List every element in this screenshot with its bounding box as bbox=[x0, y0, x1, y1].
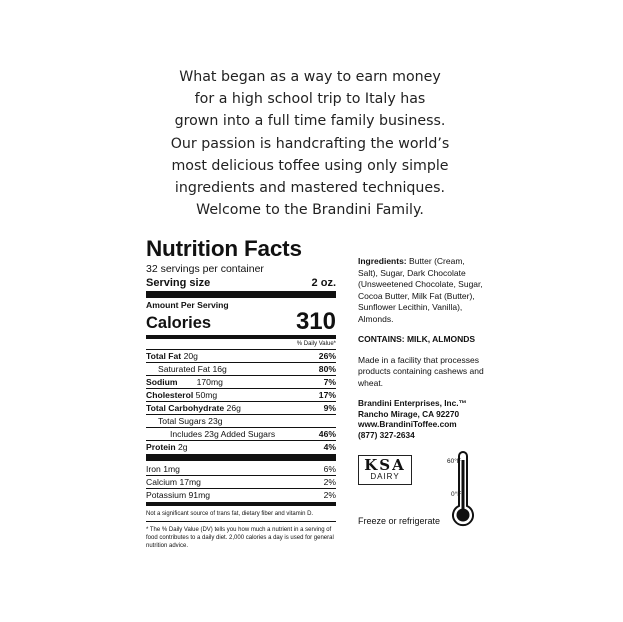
mineral-dv: 2% bbox=[323, 477, 336, 487]
thermometer-high-label: 60°F bbox=[447, 458, 461, 465]
mineral-dv: 2% bbox=[323, 490, 336, 500]
nutrient-label: Sodium bbox=[146, 377, 178, 387]
ingredients-text: Butter (Cream, Salt), Sugar, Dark Chocolate (Unsweetened Chocolate, Sugar, Cocoa Butter, Milk Fat (Butter), Sunflower Lecithin, Vanilla), Almonds. bbox=[358, 256, 483, 324]
nutrient-amount: 50mg bbox=[195, 390, 218, 400]
nutrient-dv: 80% bbox=[318, 364, 336, 374]
storage-instruction: Freeze or refrigerate bbox=[358, 516, 441, 526]
facility-statement: Made in a facility that processes products containing cashews and wheat. bbox=[358, 354, 484, 388]
servings-per-container: 32 servings per container bbox=[146, 263, 264, 275]
mineral-amount: 91mg bbox=[188, 490, 211, 500]
nutrient-dv: 17% bbox=[318, 390, 336, 400]
intro-line: for a high school trip to Italy has bbox=[194, 91, 426, 108]
nutrient-label: Protein bbox=[146, 442, 176, 452]
nutrient-row-total-sugars bbox=[146, 415, 336, 427]
nutrient-row-sodium bbox=[146, 376, 336, 388]
nutrient-label: Includes 23g Added Sugars bbox=[170, 429, 276, 439]
mineral-row-potassium bbox=[146, 489, 336, 501]
divider-medium bbox=[146, 502, 336, 506]
kosher-logo-dairy: DAIRY bbox=[370, 472, 400, 481]
mineral-row-calcium bbox=[146, 476, 336, 488]
nutrition-title: Nutrition Facts bbox=[146, 236, 302, 261]
nutrient-row-saturated-fat bbox=[146, 363, 336, 375]
intro-line: grown into a full time family business. bbox=[174, 113, 446, 130]
mineral-label: Iron bbox=[146, 464, 161, 474]
divider-line bbox=[146, 521, 336, 522]
mineral-label: Calcium bbox=[146, 477, 178, 487]
serving-size-value: 2 oz. bbox=[311, 277, 336, 289]
calories-row bbox=[146, 310, 336, 334]
nutrient-dv: 4% bbox=[323, 442, 336, 452]
ingredients-label: Ingredients: bbox=[358, 256, 407, 266]
mineral-dv: 6% bbox=[323, 464, 336, 474]
divider-thick bbox=[146, 291, 336, 298]
allergen-statement: CONTAINS: MILK, ALMONDS bbox=[358, 334, 476, 344]
intro-line: What began as a way to earn money bbox=[179, 69, 441, 85]
nutrient-row-added-sugars bbox=[146, 428, 336, 440]
nutrient-amount: 16g bbox=[212, 364, 227, 374]
nutrient-row-total-fat bbox=[146, 350, 336, 362]
mineral-amount: 1mg bbox=[163, 464, 180, 474]
divider-thick bbox=[146, 454, 336, 461]
mineral-amount: 17mg bbox=[179, 477, 201, 487]
mineral-label: Potassium bbox=[146, 490, 187, 500]
serving-size-row bbox=[146, 276, 336, 290]
intro-line: ingredients and mastered techniques. bbox=[174, 180, 446, 197]
company-city: Rancho Mirage, CA 92270 bbox=[358, 408, 460, 419]
nutrient-label: Cholesterol bbox=[146, 390, 194, 400]
ingredients-block bbox=[358, 256, 484, 325]
nutrient-label: Total Carbohydrate bbox=[146, 403, 225, 413]
nutrition-facts-panel bbox=[146, 236, 336, 550]
nutrient-dv: 46% bbox=[318, 429, 336, 439]
nutrient-row-total-carbohydrate bbox=[146, 402, 336, 414]
kosher-logo-mark: KSA bbox=[364, 456, 406, 474]
calories-label: Calories bbox=[146, 314, 212, 332]
intro-line: most delicious toffee using only simple bbox=[171, 157, 449, 174]
nutrient-label: Total Fat bbox=[146, 351, 182, 361]
amount-per-serving: Amount Per Serving bbox=[146, 300, 229, 310]
footnote-trans-fat: Not a significant source of trans fat, dietary fiber and vitamin D. bbox=[146, 511, 314, 517]
nutrient-row-protein bbox=[146, 441, 336, 453]
nutrient-dv: 9% bbox=[323, 403, 336, 413]
thermometer-low-label: 0°F bbox=[451, 491, 462, 498]
nutrient-dv: 26% bbox=[318, 351, 336, 361]
serving-size-label: Serving size bbox=[146, 277, 211, 289]
mineral-row-iron bbox=[146, 463, 336, 475]
nutrient-label: Saturated Fat bbox=[158, 364, 211, 374]
nutrient-label: Total Sugars bbox=[158, 416, 206, 426]
nutrient-amount: 23g bbox=[208, 416, 223, 426]
kosher-dairy-logo bbox=[358, 455, 412, 485]
nutrient-amount: 20g bbox=[183, 351, 198, 361]
calories-value: 310 bbox=[295, 308, 336, 335]
company-website: www.BrandiniToffee.com bbox=[358, 419, 457, 429]
nutrient-amount: 26g bbox=[226, 403, 241, 413]
nutrient-amount: 170mg bbox=[196, 377, 223, 387]
divider-medium bbox=[146, 335, 336, 339]
intro-paragraph bbox=[140, 66, 480, 221]
company-phone: (877) 327-2634 bbox=[358, 429, 415, 440]
daily-value-header: % Daily Value* bbox=[296, 341, 336, 347]
intro-line: Welcome to the Brandini Family. bbox=[196, 202, 424, 219]
company-info bbox=[358, 398, 484, 440]
intro-line: Our passion is handcrafting the world’s bbox=[170, 135, 450, 152]
footnote-daily-value: * The % Daily Value (DV) tells you how much a nutrient in a serving of food contributes to a daily diet. 2,000 calories a day is used for general nutrition advice. bbox=[146, 527, 334, 549]
nutrient-amount: 2g bbox=[178, 442, 188, 452]
company-name: Brandini Enterprises, Inc.™ bbox=[358, 398, 467, 408]
nutrient-row-cholesterol bbox=[146, 389, 336, 401]
nutrient-dv: 7% bbox=[323, 377, 336, 387]
product-info-column bbox=[358, 256, 484, 440]
